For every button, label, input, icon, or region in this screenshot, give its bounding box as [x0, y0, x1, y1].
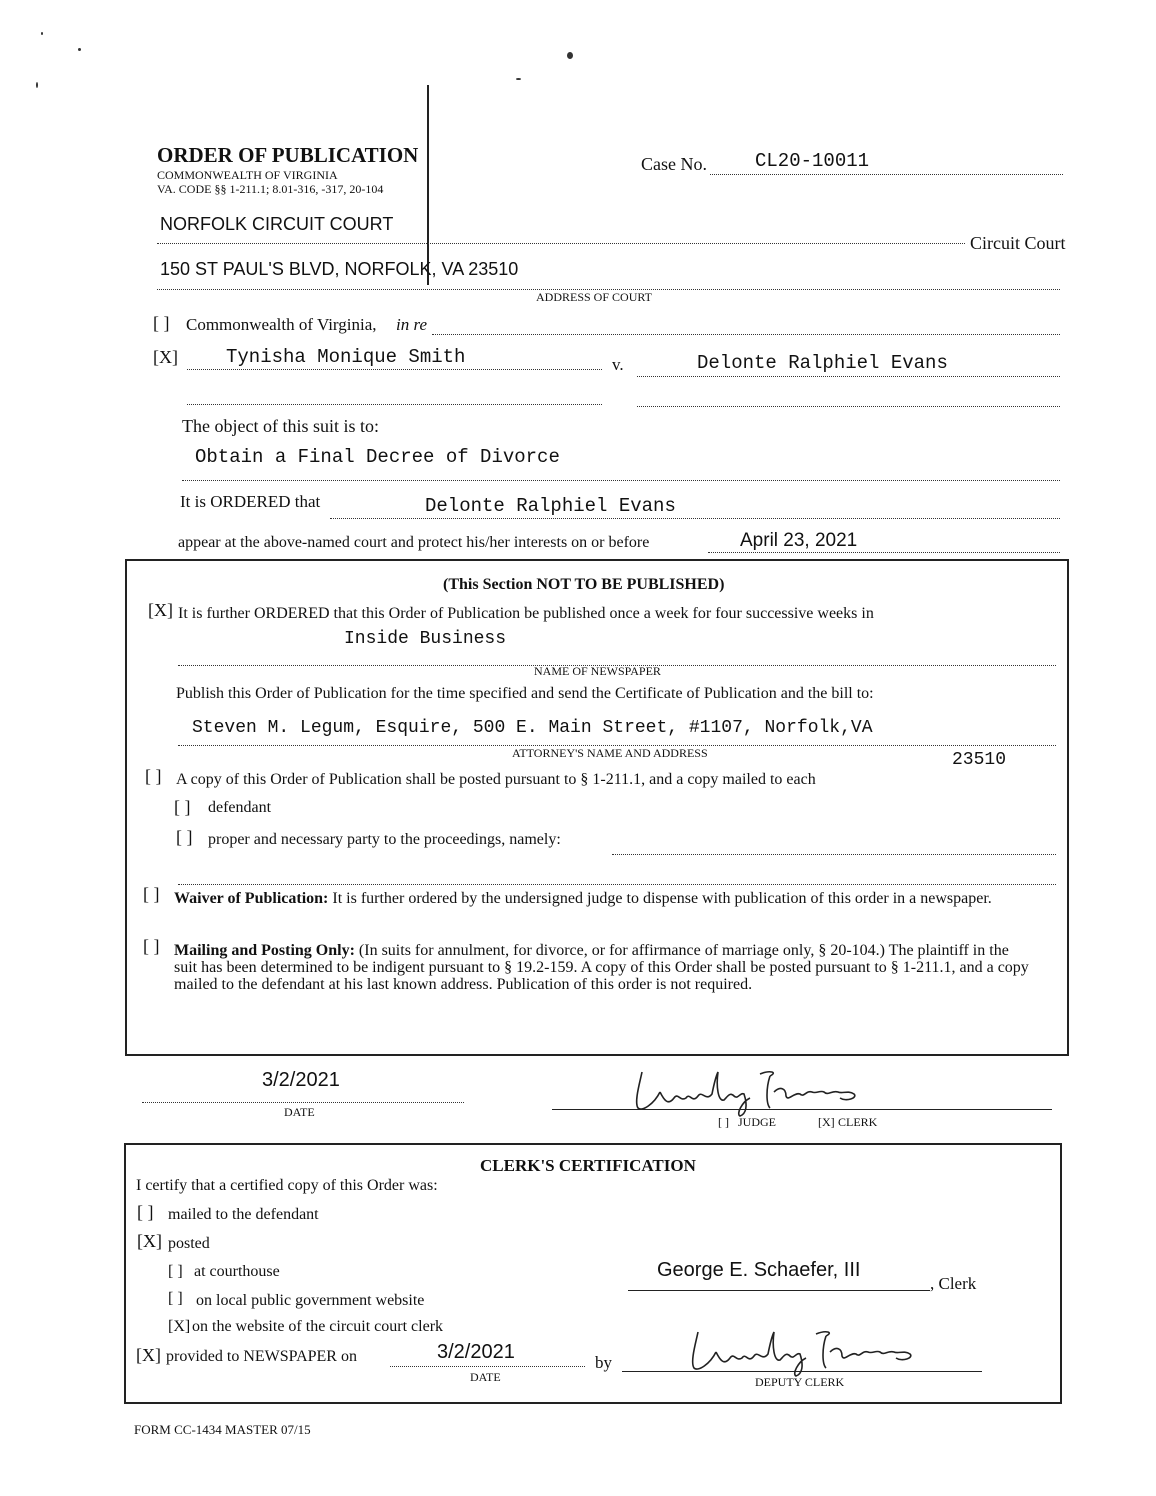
commonwealth-checkbox[interactable]: [ ]	[153, 313, 170, 333]
order-date-line	[142, 1102, 464, 1103]
case-label: Case No.	[641, 154, 707, 174]
certification-intro: I certify that a certified copy of this Order was:	[136, 1177, 438, 1194]
in-re-line	[432, 334, 1060, 335]
attorney-label: ATTORNEY'S NAME AND ADDRESS	[512, 746, 708, 760]
object-line	[182, 480, 1060, 481]
ordered-line	[330, 518, 1060, 519]
form-subtitle: COMMONWEALTH OF VIRGINIA	[157, 168, 338, 182]
waiver-title: Waiver of Publication:	[174, 890, 329, 907]
publish-text: Publish this Order of Publication for the time specified and send the Certificate of Publication and the bill to:	[176, 685, 874, 702]
mailed-checkbox[interactable]: [ ]	[137, 1202, 154, 1222]
certification-heading: CLERK'S CERTIFICATION	[480, 1156, 696, 1175]
mailing-checkbox[interactable]: [ ]	[143, 936, 160, 956]
local-website-checkbox[interactable]: [ ]	[168, 1290, 183, 1307]
posted-label: posted	[168, 1235, 210, 1252]
newspaper-date-line	[390, 1366, 585, 1367]
court-address-label: ADDRESS OF COURT	[536, 290, 652, 304]
appear-date: April 23, 2021	[740, 530, 858, 551]
defendant-option-label: defendant	[208, 799, 272, 816]
scan-speck	[567, 52, 573, 59]
defendant-checkbox[interactable]: [ ]	[174, 797, 191, 817]
plaintiff-name: Tynisha Monique Smith	[226, 346, 466, 368]
court-name: NORFOLK CIRCUIT COURT	[160, 214, 394, 234]
attorney-zip: 23510	[952, 750, 1007, 770]
clerk-name: George E. Schaefer, III	[657, 1259, 861, 1281]
versus-label: v.	[612, 355, 624, 374]
circuit-court-label: Circuit Court	[970, 233, 1066, 253]
proper-party-line	[612, 854, 1056, 855]
waiver-paragraph	[174, 890, 1034, 907]
judge-signature	[620, 1062, 870, 1118]
judge-label: JUDGE	[738, 1115, 776, 1129]
further-text: It is further ORDERED that this Order of Publication be published once a week for four successive weeks in	[178, 605, 874, 622]
waiver-checkbox[interactable]: [ ]	[143, 884, 160, 904]
commonwealth-label: Commonwealth of Virginia,	[186, 315, 377, 334]
order-date-label: DATE	[284, 1105, 315, 1119]
newspaper-date: 3/2/2021	[437, 1341, 515, 1363]
copy-text: A copy of this Order of Publication shall be posted pursuant to § 1-211.1, and a copy mailed to each	[176, 771, 816, 788]
ordered-label: It is ORDERED that	[180, 492, 321, 511]
clerk-suffix: , Clerk	[930, 1274, 977, 1293]
mailing-title: Mailing and Posting Only:	[174, 942, 355, 959]
newspaper-date-label: DATE	[470, 1370, 501, 1384]
order-date: 3/2/2021	[262, 1069, 340, 1091]
clerk-website-checkbox[interactable]: [X]	[168, 1318, 191, 1335]
court-address: 150 ST PAUL'S BLVD, NORFOLK, VA 23510	[160, 259, 519, 279]
further-checkbox[interactable]: [X]	[148, 600, 173, 620]
defendant-line-2	[637, 406, 1060, 407]
attorney-name-address: Steven M. Legum, Esquire, 500 E. Main Street, #1107, Norfolk,VA	[192, 718, 873, 738]
plaintiff-line-2	[187, 404, 602, 405]
object-value: Obtain a Final Decree of Divorce	[195, 446, 560, 468]
clerk-website-label: on the website of the circuit court clerk	[192, 1318, 444, 1335]
mailing-text: (In suits for annulment, for divorce, or for affirmance of marriage only, § 20-104.) The plaintiff in the suit has been determined to be indigent pursuant to § 19.2-159. A copy of this Order shall be posted pursuant to § 1-211.1, and a copy mailed to the defendant at his last known address. Publication of this order is not required.	[174, 942, 1029, 993]
newspaper-provided-checkbox[interactable]: [X]	[136, 1345, 161, 1365]
court-name-line	[157, 243, 965, 244]
scan-speck	[78, 48, 81, 51]
unpublished-heading: (This Section NOT TO BE PUBLISHED)	[443, 576, 725, 593]
copy-checkbox[interactable]: [ ]	[145, 766, 162, 786]
newspaper-name: Inside Business	[344, 629, 507, 649]
scan-speck	[41, 32, 43, 35]
mailed-label: mailed to the defendant	[168, 1206, 319, 1223]
scan-speck	[36, 82, 38, 88]
ordered-name: Delonte Ralphiel Evans	[425, 495, 676, 517]
scan-vertical-line	[427, 85, 429, 285]
newspaper-provided-label: provided to NEWSPAPER on	[166, 1348, 357, 1365]
clerk-label: CLERK	[838, 1115, 878, 1129]
plaintiff-line	[187, 369, 602, 370]
deputy-signature	[676, 1322, 926, 1378]
courthouse-checkbox[interactable]: [ ]	[168, 1263, 183, 1280]
judge-checkbox[interactable]: [ ]	[718, 1115, 729, 1129]
case-number: CL20-10011	[755, 150, 870, 172]
form-code: VA. CODE §§ 1-211.1; 8.01-316, -317, 20-104	[157, 182, 384, 196]
mailing-paragraph	[174, 942, 1034, 993]
proper-party-label: proper and necessary party to the proceedings, namely:	[208, 831, 561, 848]
clerk-name-line	[628, 1290, 930, 1291]
deputy-clerk-label: DEPUTY CLERK	[755, 1375, 845, 1389]
defendant-name: Delonte Ralphiel Evans	[697, 352, 948, 374]
scan-speck	[516, 78, 521, 80]
proper-party-checkbox[interactable]: [ ]	[176, 827, 193, 847]
form-title: ORDER OF PUBLICATION	[157, 143, 419, 167]
form-number: FORM CC-1434 MASTER 07/15	[134, 1422, 311, 1437]
local-website-label: on local public government website	[196, 1292, 425, 1309]
appear-label: appear at the above-named court and protect his/her interests on or before	[178, 534, 650, 551]
defendant-line	[637, 376, 1060, 377]
courthouse-label: at courthouse	[194, 1263, 280, 1280]
object-label: The object of this suit is to:	[182, 416, 379, 436]
case-no-line	[710, 174, 1063, 175]
proper-party-line-2	[178, 884, 1056, 885]
newspaper-label: NAME OF NEWSPAPER	[534, 664, 661, 678]
clerk-checkbox[interactable]: [X]	[818, 1115, 835, 1129]
appear-line	[708, 552, 1060, 553]
posted-checkbox[interactable]: [X]	[137, 1231, 162, 1251]
by-label: by	[595, 1353, 612, 1372]
in-re-label: in re	[396, 315, 428, 334]
waiver-text: It is further ordered by the undersigned judge to dispense with publication of this order in a newspaper.	[332, 890, 992, 907]
versus-checkbox[interactable]: [X]	[153, 347, 178, 367]
